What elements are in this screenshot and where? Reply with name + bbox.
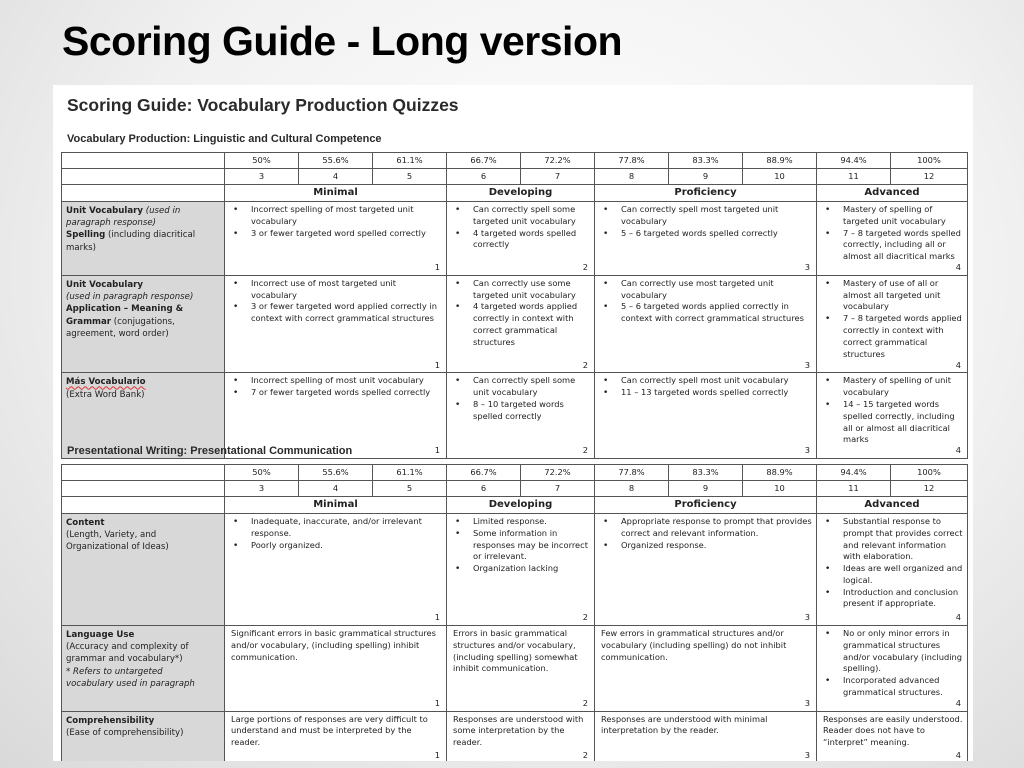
table-row [62,202,968,276]
label-text: Grammar [66,316,112,327]
label-text: (Extra Word Bank) [66,389,145,400]
document-title: Scoring Guide: Vocabulary Production Quizzes [67,95,459,115]
table-row [62,275,968,372]
points-cell: 5 [373,481,447,497]
slide-title: Scoring Guide - Long version [62,18,623,64]
presentational-writing-table [61,464,968,761]
descriptor-text: Large portions of responses are very difficult to understand and must be interpreted by the reader. [231,713,428,748]
points-cell: 3 [225,481,299,497]
score-label: 4 [955,359,961,370]
percentage-cell: 100% [891,153,968,169]
level-header-row [62,497,968,514]
percentage-cell: 77.8% [595,153,669,169]
label-text: Content [66,518,105,528]
list-item: • 5 – 6 targeted words spelled correctly [599,228,812,240]
list-item: • Mastery of spelling of unit vocabulary [821,375,963,399]
blank-cell [62,465,225,481]
list-item: • Organization lacking [451,563,590,575]
points-cell: 8 [595,481,669,497]
list-item: • No or only minor errors in grammatical structures and/or vocabulary (including spelling). [821,628,963,675]
list-item: • Poorly organized. [229,540,442,552]
list-item: • Substantial response to prompt that provides correct and relevant information with elaboration. [821,516,963,563]
percentage-cell: 50% [225,153,299,169]
list-item: • Appropriate response to prompt that provides correct and relevant information. [599,516,812,540]
descriptor-advanced [817,626,968,712]
list-item: • Can correctly use some targeted unit vocabulary [451,278,590,302]
list-item: • 7 – 8 targeted words spelled correctly, including all or almost all diacritical marks [821,228,963,263]
list-item: • Ideas are well organized and logical. [821,563,963,587]
level-advanced: Advanced [817,185,968,202]
descriptor-proficiency [595,202,817,276]
list-item: • 11 – 13 targeted words spelled correctly [599,387,812,399]
score-label: 2 [582,359,588,370]
list-item: • Can correctly spell most targeted unit vocabulary [599,204,812,228]
percentage-row [62,465,968,481]
descriptor-minimal [225,514,447,626]
points-cell: 11 [817,169,891,185]
descriptor-advanced [817,514,968,626]
percentage-cell: 55.6% [299,465,373,481]
score-label: 3 [804,749,810,760]
score-label: 4 [955,697,961,708]
list-item: • Limited response. [451,516,590,528]
label-text: (Ease of comprehensibility) [66,727,184,738]
descriptor-developing [447,514,595,626]
blank-cell [62,497,225,514]
percentage-row [62,153,968,169]
list-item: • Incorrect spelling of most targeted unit vocabulary [229,204,442,228]
table-row [62,514,968,626]
list-item: • Organized response. [599,540,812,552]
descriptor-advanced [817,202,968,276]
descriptor-developing [447,626,595,712]
section-title-vocabulary-production: Vocabulary Production: Linguistic and Cultural Competence [67,133,382,145]
score-label: 3 [804,445,810,456]
criterion-label [62,711,225,761]
descriptor-proficiency [595,514,817,626]
descriptor-minimal [225,202,447,276]
label-text: marks) [66,242,96,253]
blank-cell [62,153,225,169]
points-cell: 9 [669,481,743,497]
score-label: 2 [582,612,588,623]
score-label: 2 [582,262,588,273]
label-text: grammar and vocabulary*) [66,654,183,665]
percentage-cell: 61.1% [373,465,447,481]
list-item: • Introduction and conclusion present if appropriate. [821,587,963,611]
descriptor-minimal [225,626,447,712]
points-cell: 3 [225,169,299,185]
descriptor-proficiency [595,373,817,459]
table-row [62,626,968,712]
descriptor-minimal [225,711,447,761]
level-minimal: Minimal [225,185,447,202]
descriptor-advanced [817,275,968,372]
points-cell: 7 [521,481,595,497]
score-label: 4 [955,445,961,456]
score-label: 3 [804,359,810,370]
level-advanced: Advanced [817,497,968,514]
label-text: (used in [145,206,181,216]
score-label: 2 [582,445,588,456]
points-cell: 11 [817,481,891,497]
level-header-row [62,185,968,202]
points-cell: 5 [373,169,447,185]
label-text: Application – Meaning & [66,304,184,315]
list-item: • 4 targeted words applied correctly in context with correct grammatical structures [451,301,590,348]
descriptor-text: Errors in basic grammatical structures and/or vocabulary, (including spelling) somewhat inhibit communication. [453,628,578,674]
list-item: • 14 – 15 targeted words spelled correctly, including all or almost all diacritical marks [821,399,963,446]
level-proficiency: Proficiency [595,185,817,202]
points-row [62,169,968,185]
list-item: • 5 – 6 targeted words applied correctly in context with correct grammatical structures [599,301,812,325]
label-text: paragraph response) [66,218,156,229]
score-label: 1 [434,445,440,456]
table-row [62,711,968,761]
scoring-guide-document [53,85,973,761]
label-text: agreement, word order) [66,328,169,339]
list-item: • Mastery of use of all or almost all targeted unit vocabulary [821,278,963,313]
list-item: • Incorporated advanced grammatical structures. [821,675,963,699]
level-developing: Developing [447,185,595,202]
percentage-cell: 100% [891,465,968,481]
percentage-cell: 61.1% [373,153,447,169]
label-text: * Refers to untargeted [66,666,163,677]
descriptor-text: Few errors in grammatical structures and/or vocabulary (including spelling) do not inhibit communication. [601,628,787,662]
score-label: 4 [955,612,961,623]
blank-cell [62,169,225,185]
criterion-label [62,626,225,712]
points-cell: 4 [299,169,373,185]
list-item: • 3 or fewer targeted word spelled correctly [229,228,442,240]
list-item: • Can correctly spell some unit vocabulary [451,375,590,399]
label-text: (including diacritical [108,230,196,241]
label-text: (conjugations, [113,316,175,327]
descriptor-developing [447,373,595,459]
criterion-label [62,275,225,372]
points-row [62,481,968,497]
descriptor-text: Responses are easily understood. Reader does not have to “interpret” meaning. [823,713,963,748]
level-proficiency: Proficiency [595,497,817,514]
descriptor-proficiency [595,626,817,712]
points-cell: 12 [891,169,968,185]
criterion-label [62,202,225,276]
points-cell: 6 [447,169,521,185]
percentage-cell: 66.7% [447,465,521,481]
label-text: Organizational of Ideas) [66,542,169,553]
list-item: • 7 or fewer targeted words spelled correctly [229,387,442,399]
descriptor-advanced [817,711,968,761]
percentage-cell: 72.2% [521,153,595,169]
points-cell: 8 [595,169,669,185]
descriptor-text: Significant errors in basic grammatical structures and/or vocabulary, (including spelling) inhibit communication. [231,628,436,662]
descriptor-minimal [225,275,447,372]
level-minimal: Minimal [225,497,447,514]
vocabulary-production-table [61,152,968,459]
descriptor-text: Responses are understood with minimal interpretation by the reader. [601,713,768,736]
descriptor-developing [447,275,595,372]
score-label: 1 [434,612,440,623]
percentage-cell: 83.3% [669,465,743,481]
percentage-cell: 94.4% [817,465,891,481]
score-label: 1 [434,697,440,708]
descriptor-text: Responses are understood with some interpretation by the reader. [453,713,584,748]
section-title-presentational-writing: Presentational Writing: Presentational Communication [67,445,353,457]
list-item: • 7 – 8 targeted words applied correctly in context with correct grammatical structures [821,313,963,360]
score-label: 2 [582,697,588,708]
criterion-label [62,514,225,626]
score-label: 3 [804,262,810,273]
list-item: • 4 targeted words spelled correctly [451,228,590,252]
label-text: vocabulary used in paragraph [66,678,195,689]
score-label: 2 [582,749,588,760]
points-cell: 10 [743,481,817,497]
list-item: • 8 – 10 targeted words spelled correctly [451,399,590,423]
score-label: 1 [434,262,440,273]
percentage-cell: 77.8% [595,465,669,481]
percentage-cell: 50% [225,465,299,481]
label-text: (Length, Variety, and [66,530,157,541]
score-label: 1 [434,359,440,370]
label-text: Spelling [66,230,106,241]
list-item: • Inadequate, inaccurate, and/or irrelevant response. [229,516,442,540]
points-cell: 10 [743,169,817,185]
points-cell: 9 [669,169,743,185]
list-item: • Incorrect spelling of most unit vocabulary [229,375,442,387]
score-label: 4 [955,749,961,760]
score-label: 3 [804,612,810,623]
label-text: (used in paragraph response) [66,292,194,303]
level-developing: Developing [447,497,595,514]
blank-cell [62,481,225,497]
score-label: 3 [804,697,810,708]
label-text: Language Use [66,630,135,640]
label-text: Comprehensibility [66,715,155,726]
list-item: • Can correctly spell some targeted unit vocabulary [451,204,590,228]
descriptor-proficiency [595,275,817,372]
percentage-cell: 88.9% [743,465,817,481]
descriptor-advanced [817,373,968,459]
label-text: Unit Vocabulary [66,279,143,290]
list-item: • Incorrect use of most targeted unit vocabulary [229,278,442,302]
label-text: Más Vocabulario [66,377,146,388]
descriptor-developing [447,711,595,761]
list-item: • 3 or fewer targeted word applied correctly in context with correct grammatical structures [229,301,442,325]
list-item: • Some information in responses may be incorrect or irrelevant. [451,528,590,563]
points-cell: 7 [521,169,595,185]
list-item: • Can correctly spell most unit vocabulary [599,375,812,387]
label-text: Unit Vocabulary [66,206,143,216]
points-cell: 6 [447,481,521,497]
descriptor-developing [447,202,595,276]
percentage-cell: 83.3% [669,153,743,169]
percentage-cell: 55.6% [299,153,373,169]
percentage-cell: 94.4% [817,153,891,169]
list-item: • Mastery of spelling of targeted unit vocabulary [821,204,963,228]
list-item: • Can correctly use most targeted unit vocabulary [599,278,812,302]
percentage-cell: 72.2% [521,465,595,481]
label-text: (Accuracy and complexity of [66,642,189,653]
descriptor-proficiency [595,711,817,761]
score-label: 4 [955,262,961,273]
score-label: 1 [434,749,440,760]
points-cell: 12 [891,481,968,497]
points-cell: 4 [299,481,373,497]
blank-cell [62,185,225,202]
percentage-cell: 88.9% [743,153,817,169]
percentage-cell: 66.7% [447,153,521,169]
